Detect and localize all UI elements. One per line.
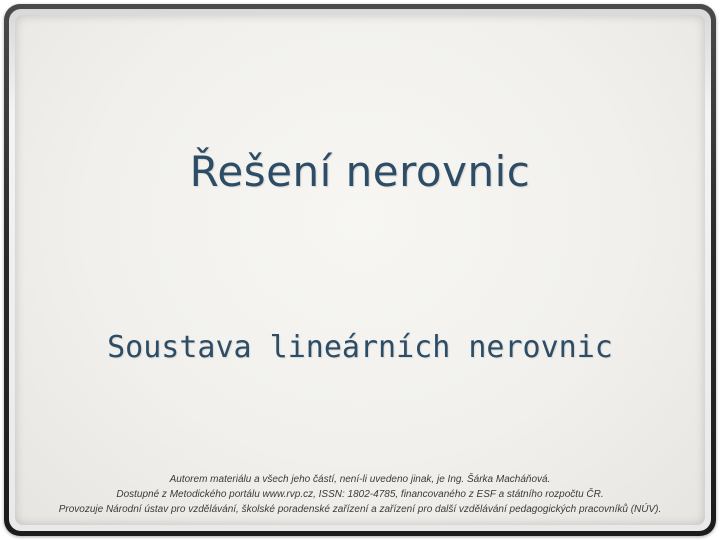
whiteboard-surface — [15, 15, 705, 525]
credits-operator-line: Provozuje Národní ústav pro vzdělávání, školské poradenské zařízení a zařízení pro další vzdělávání pedagogických pracovníků (NÚV). — [58, 504, 662, 515]
whiteboard-frame — [4, 4, 716, 536]
slide-title: Řešení nerovnic — [189, 147, 531, 196]
whiteboard-bevel — [9, 9, 711, 531]
credits-source-line: Dostupné z Metodického portálu www.rvp.cz, ISSN: 1802-4785, financovaného z ESF a státního rozpočtu ČR. — [116, 489, 604, 500]
credits-author-line: Autorem materiálu a všech jeho částí, není-li uvedeno jinak, je Ing. Šárka Macháňová. — [169, 474, 551, 485]
credits-footer — [20, 472, 700, 517]
slide-subtitle: Soustava lineárních nerovnic — [107, 330, 613, 365]
